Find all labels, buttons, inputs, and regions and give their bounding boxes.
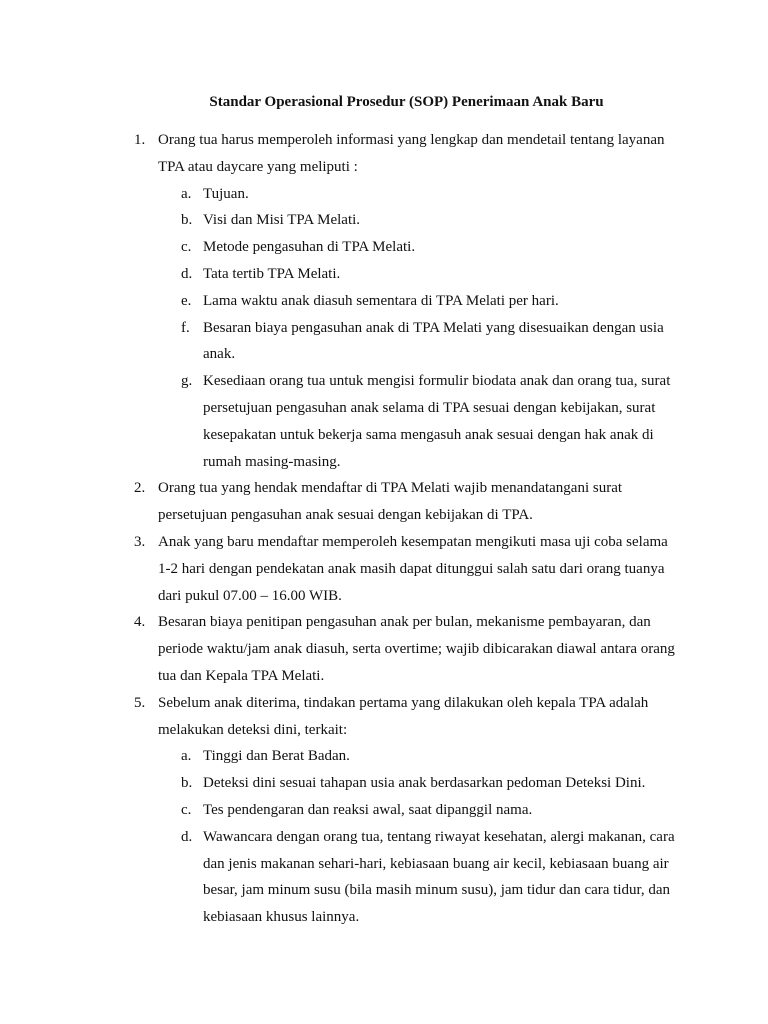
list-item-3 [0, 529, 680, 609]
list-item-1 [0, 127, 680, 475]
list-item-2 [0, 475, 680, 529]
sop-list [0, 127, 768, 931]
sub-item-letter: c. [181, 239, 192, 256]
sub-item-text: Visi dan Misi TPA Melati. [203, 212, 361, 229]
item-text: Besaran biaya penitipan pengasuhan anak per bulan, mekanisme pembayaran, dan periode waktu/jam anak diasuh, serta overtime; wajib dibicarakan diawal antara orang tua dan Kepala TPA Melati. [158, 614, 675, 684]
list-item-5 [0, 690, 680, 931]
sub-item-1d [158, 261, 680, 288]
item-number: 2. [134, 480, 146, 497]
item-number: 3. [134, 533, 146, 550]
sub-item-5b [158, 770, 680, 797]
sub-item-1g [158, 368, 680, 475]
sub-item-1e [158, 288, 680, 315]
sub-item-letter: b. [181, 775, 193, 792]
sub-item-text: Tata tertib TPA Melati. [203, 265, 341, 282]
sub-item-letter: a. [181, 185, 192, 202]
sub-list-1 [158, 181, 680, 476]
item-text: Sebelum anak diterima, tindakan pertama yang dilakukan oleh kepala TPA adalah melakukan deteksi dini, terkait: [158, 694, 649, 738]
sub-item-text: Lama waktu anak diasuh sementara di TPA Melati per hari. [203, 292, 559, 309]
item-number: 1. [134, 132, 146, 148]
item-text: Orang tua yang hendak mendaftar di TPA Melati wajib menandatangani surat persetujuan pengasuhan anak sesuai dengan kebijakan di TPA. [158, 480, 623, 524]
list-item-4 [0, 609, 680, 689]
sub-item-text: Kesediaan orang tua untuk mengisi formulir biodata anak dan orang tua, surat persetujuan pengasuhan anak selama di TPA sesuai dengan kebijakan, surat kesepakatan untuk bekerja sama mengasuh anak sesuai dengan hak anak di rumah masing-masing. [203, 373, 671, 470]
sub-item-text: Tes pendengaran dan reaksi awal, saat dipanggil nama. [203, 801, 533, 818]
sub-item-text: Wawancara dengan orang tua, tentang riwayat kesehatan, alergi makanan, cara dan jenis makanan sehari-hari, kebiasaan buang air kecil, kebiasaan buang air besar, jam minum susu (bila masih minum susu), jam tidur dan cara tidur, dan kebiasaan khusus lainnya. [203, 828, 675, 926]
sub-item-letter: g. [181, 373, 193, 390]
sub-item-letter: b. [181, 212, 193, 229]
item-number: 4. [134, 614, 146, 631]
sub-item-5d [158, 824, 680, 931]
item-number: 5. [134, 694, 146, 711]
sub-item-1f [158, 315, 680, 369]
sub-item-letter: c. [181, 801, 192, 818]
sub-item-text: Tujuan. [203, 185, 249, 202]
item-text: Orang tua harus memperoleh informasi yang lengkap dan mendetail tentang layanan TPA atau daycare yang meliputi : [158, 132, 665, 175]
sub-item-letter: a. [181, 748, 192, 765]
sub-item-1c [158, 234, 680, 261]
sub-item-text: Tinggi dan Berat Badan. [203, 748, 350, 765]
sub-item-1b [158, 207, 680, 234]
sub-item-letter: d. [181, 828, 193, 845]
item-text: Anak yang baru mendaftar memperoleh kesempatan mengikuti masa uji coba selama 1-2 hari dengan pendekatan anak masih dapat ditunggui salah satu dari orang tuanya dari pukul 07.00 – 16.00 WIB. [158, 533, 668, 604]
sub-item-5a [158, 743, 680, 770]
sub-item-letter: e. [181, 292, 192, 309]
sub-item-letter: f. [181, 319, 190, 336]
document-title: Standar Operasional Prosedur (SOP) Penerimaan Anak Baru [209, 94, 604, 110]
sub-item-text: Metode pengasuhan di TPA Melati. [203, 239, 416, 256]
sub-item-1a [158, 181, 680, 208]
sub-item-letter: d. [181, 265, 193, 282]
sub-item-text: Besaran biaya pengasuhan anak di TPA Melati yang disesuaikan dengan usia anak. [203, 319, 664, 363]
sub-item-text: Deteksi dini sesuai tahapan usia anak berdasarkan pedoman Deteksi Dini. [203, 775, 646, 792]
sub-list-5 [158, 743, 680, 931]
sub-item-5c [158, 797, 680, 824]
